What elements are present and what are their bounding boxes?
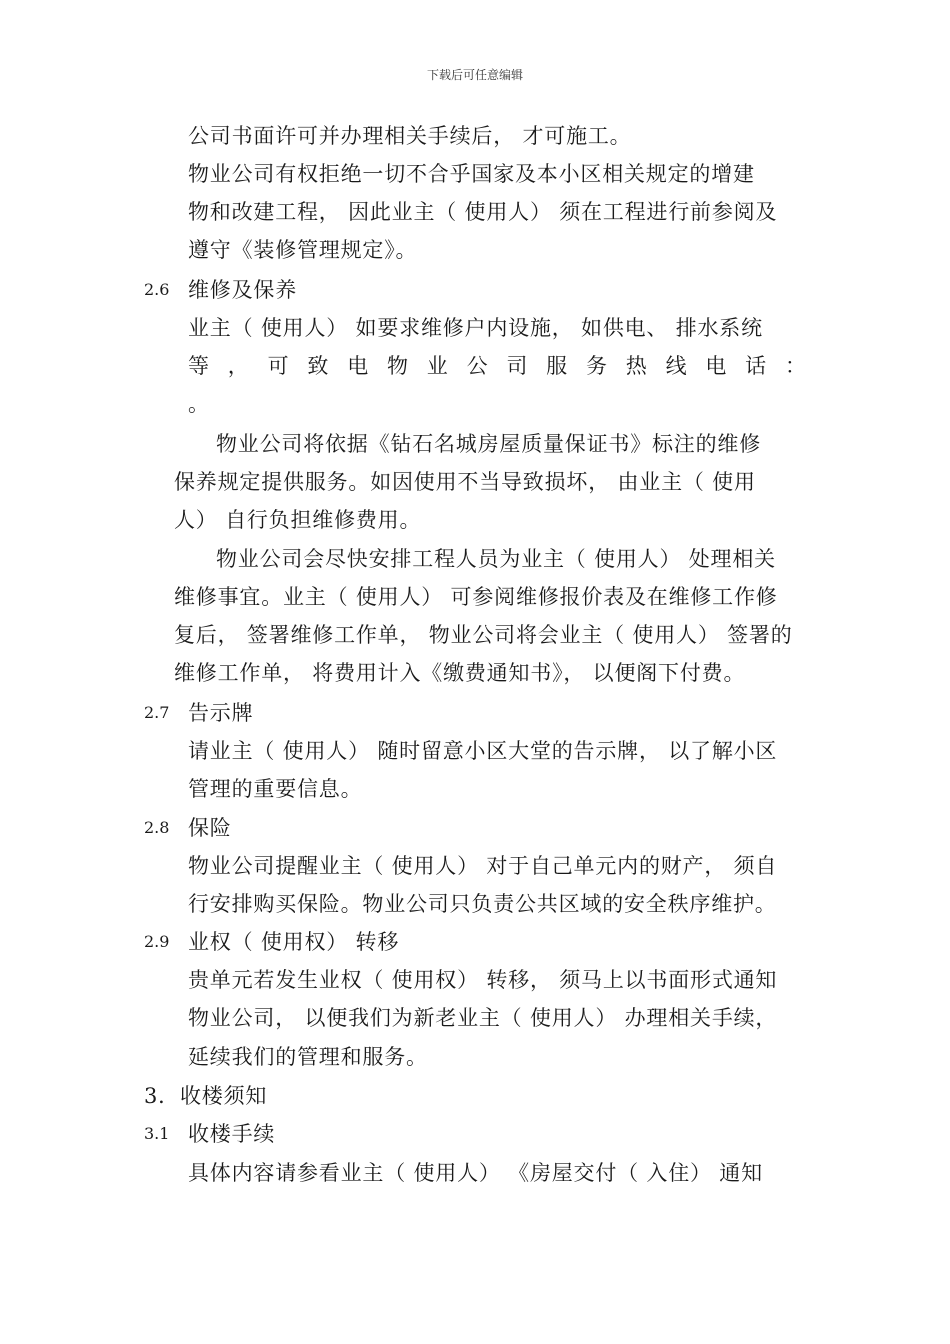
spread-char: 司 [506, 354, 528, 378]
spread-char: 致 [307, 354, 329, 378]
body-line: 物业公司会尽快安排工程人员为业主（ 使用人） 处理相关 [216, 547, 776, 571]
body-line: 遵守《装修管理规定》。 [188, 238, 418, 262]
section-title: 收楼手续 [188, 1122, 276, 1146]
section-title: 维修及保养 [188, 278, 297, 302]
spread-char: 服 [546, 354, 568, 378]
section-title: 告示牌 [188, 701, 254, 725]
body-line: 维修工作单， 将费用计入《缴费通知书》， 以便阁下付费。 [174, 661, 746, 685]
body-line: 物业公司提醒业主（ 使用人） 对于自己单元内的财产， 须自 [188, 854, 778, 878]
section-title: 收楼须知 [180, 1084, 268, 1108]
section-number: 2.6 [144, 280, 170, 299]
section-number: 2.8 [144, 818, 170, 837]
spread-char: 等 [188, 354, 209, 378]
spread-char: 线 [665, 354, 687, 378]
body-line: 物业公司， 以便我们为新老业主（ 使用人） 办理相关手续， [188, 1006, 778, 1030]
body-line: 复后， 签署维修工作单， 物业公司将会业主（ 使用人） 签署的 [174, 623, 793, 647]
spread-line [188, 347, 806, 385]
spread-char: 物 [386, 354, 408, 378]
section-title: 业权（ 使用权） 转移 [188, 930, 400, 954]
spread-char: 热 [625, 354, 647, 378]
body-line: 业主（ 使用人） 如要求维修户内设施， 如供电、 排水系统 [188, 316, 763, 340]
spread-char: 业 [426, 354, 448, 378]
body-line: 维修事宜。业主（ 使用人） 可参阅维修报价表及在维修工作修 [174, 585, 778, 609]
body-line: 物和改建工程， 因此业主（ 使用人） 须在工程进行前参阅及 [188, 200, 778, 224]
section-number: 3． [144, 1084, 180, 1108]
body-line: 物业公司有权拒绝一切不合乎国家及本小区相关规定的增建 [188, 162, 755, 186]
body-line: 贵单元若发生业权（ 使用权） 转移， 须马上以书面形式通知 [188, 968, 778, 992]
body-line: 保养规定提供服务。如因使用不当导致损坏， 由业主（ 使用 [174, 470, 756, 494]
section-number: 3.1 [144, 1124, 170, 1143]
body-line: 物业公司将依据《钻石名城房屋质量保证书》标注的维修 [216, 432, 761, 456]
spread-char: 可 [267, 354, 289, 378]
body-line: 。 [188, 392, 210, 416]
spread-char: 电 [347, 354, 369, 378]
section-number: 2.7 [144, 703, 170, 722]
body-line: 人） 自行负担维修费用。 [174, 508, 422, 532]
body-line: 公司书面许可并办理相关手续后， 才可施工。 [188, 124, 632, 148]
spread-char: 电 [705, 354, 727, 378]
section-number: 2.9 [144, 932, 170, 951]
spread-char: 话 [745, 354, 767, 378]
body-line: 延续我们的管理和服务。 [188, 1045, 428, 1069]
spread-char: ： [784, 354, 806, 378]
body-line: 具体内容请参看业主（ 使用人） 《房屋交付（ 入住） 通知 [188, 1161, 763, 1185]
section-title: 保险 [188, 816, 232, 840]
body-line: 请业主（ 使用人） 随时留意小区大堂的告示牌， 以了解小区 [188, 739, 778, 763]
spread-char: ， [227, 354, 249, 378]
page-header: 下载后可任意编辑 [426, 68, 523, 82]
spread-char: 公 [466, 354, 488, 378]
body-line: 行安排购买保险。物业公司只负责公共区域的安全秩序维护。 [188, 892, 777, 916]
spread-char: 务 [585, 354, 607, 378]
body-line: 管理的重要信息。 [188, 777, 363, 801]
